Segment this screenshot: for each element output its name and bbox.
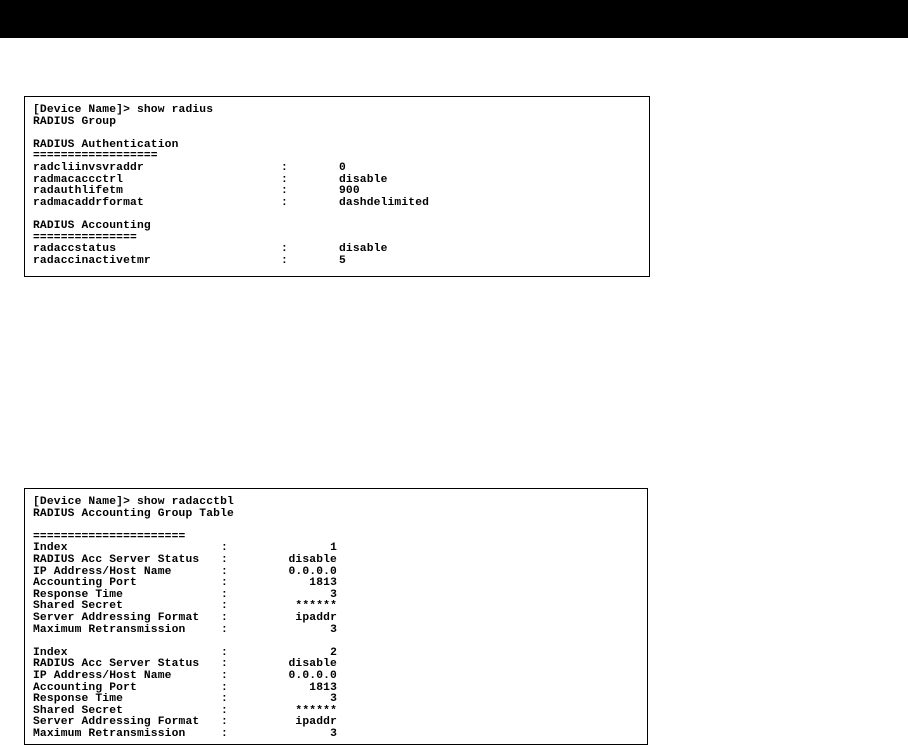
row-separator: : bbox=[221, 542, 228, 555]
row-separator: : bbox=[221, 577, 228, 590]
auth-section-title: RADIUS Authentication bbox=[33, 138, 179, 151]
row-separator: : bbox=[221, 658, 228, 671]
row-separator: : bbox=[281, 254, 288, 267]
row-key: radaccinactivetmr bbox=[33, 254, 151, 267]
row-value: disable bbox=[339, 243, 388, 256]
row-value: 2 bbox=[330, 646, 337, 659]
row-separator: : bbox=[221, 646, 228, 659]
table-row bbox=[33, 625, 647, 637]
row-key: Shared Secret bbox=[33, 600, 124, 613]
radius-terminal-output bbox=[24, 96, 650, 277]
row-value: 3 bbox=[330, 623, 337, 636]
row-value: ****** bbox=[295, 704, 337, 717]
row-separator: : bbox=[281, 161, 288, 174]
row-separator: : bbox=[221, 704, 228, 717]
row-value: 0.0.0.0 bbox=[288, 669, 337, 682]
row-key: Maximum Retransmission bbox=[33, 727, 186, 740]
row-separator: : bbox=[281, 185, 288, 198]
row-value: ipaddr bbox=[295, 611, 337, 624]
radacctbl-terminal-output bbox=[24, 488, 648, 745]
row-separator: : bbox=[221, 727, 228, 740]
row-key: Server Addressing Format bbox=[33, 611, 200, 624]
row-key: Response Time bbox=[33, 588, 124, 601]
auth-row bbox=[33, 198, 649, 210]
row-key: radmacaddrformat bbox=[33, 196, 144, 209]
row-separator: : bbox=[221, 716, 228, 729]
row-key: Index bbox=[33, 542, 68, 555]
row-value: disable bbox=[339, 173, 388, 186]
auth-section-underline: ================== bbox=[33, 150, 158, 163]
row-value: 3 bbox=[330, 588, 337, 601]
row-separator: : bbox=[281, 243, 288, 256]
row-value: ipaddr bbox=[295, 716, 337, 729]
table-row bbox=[33, 555, 647, 567]
table-row bbox=[33, 578, 647, 590]
row-key: Response Time bbox=[33, 693, 124, 706]
command-prompt: [Device Name]> show radius bbox=[33, 104, 214, 116]
row-value: 5 bbox=[339, 254, 346, 267]
row-key: radauthlifetm bbox=[33, 185, 124, 198]
row-separator: : bbox=[221, 693, 228, 706]
group-title: RADIUS Group bbox=[33, 115, 117, 128]
row-value: 1 bbox=[330, 542, 337, 555]
table-row bbox=[33, 683, 647, 695]
row-separator: : bbox=[281, 173, 288, 186]
row-key: radcliinvsvraddr bbox=[33, 161, 144, 174]
table-row bbox=[33, 729, 647, 741]
row-key: Shared Secret bbox=[33, 704, 124, 717]
row-value: 3 bbox=[330, 727, 337, 740]
row-value: 0 bbox=[339, 161, 346, 174]
acct-section-underline: =============== bbox=[33, 231, 137, 244]
command-prompt: [Device Name]> show radacctbl bbox=[33, 496, 234, 508]
table-row bbox=[33, 613, 647, 625]
table-title: RADIUS Accounting Group Table bbox=[33, 507, 234, 520]
row-separator: : bbox=[221, 565, 228, 578]
row-separator: : bbox=[221, 588, 228, 601]
row-separator: : bbox=[221, 600, 228, 613]
header-bar bbox=[0, 0, 908, 38]
row-value: 900 bbox=[339, 185, 360, 198]
row-value: disable bbox=[288, 658, 337, 671]
row-value: 0.0.0.0 bbox=[288, 565, 337, 578]
row-separator: : bbox=[221, 681, 228, 694]
table-row bbox=[33, 590, 647, 602]
row-separator: : bbox=[221, 669, 228, 682]
row-value: dashdelimited bbox=[339, 196, 430, 209]
row-key: Index bbox=[33, 646, 68, 659]
row-value: 1813 bbox=[309, 577, 337, 590]
row-separator: : bbox=[281, 196, 288, 209]
row-value: 1813 bbox=[309, 681, 337, 694]
row-key: RADIUS Acc Server Status bbox=[33, 553, 200, 566]
row-key: IP Address/Host Name bbox=[33, 565, 172, 578]
row-key: Accounting Port bbox=[33, 681, 137, 694]
table-row bbox=[33, 694, 647, 706]
acct-row bbox=[33, 256, 649, 268]
row-key: IP Address/Host Name bbox=[33, 669, 172, 682]
row-separator: : bbox=[221, 611, 228, 624]
table-row bbox=[33, 671, 647, 683]
row-key: radaccstatus bbox=[33, 243, 117, 256]
blank-line bbox=[33, 636, 647, 648]
row-key: radmacaccctrl bbox=[33, 173, 124, 186]
row-key: Accounting Port bbox=[33, 577, 137, 590]
row-separator: : bbox=[221, 623, 228, 636]
row-key: Maximum Retransmission bbox=[33, 623, 186, 636]
row-value: 3 bbox=[330, 693, 337, 706]
row-value: ****** bbox=[295, 600, 337, 613]
row-value: disable bbox=[288, 553, 337, 566]
acct-section-title: RADIUS Accounting bbox=[33, 219, 151, 232]
table-underline: ====================== bbox=[33, 530, 186, 543]
row-key: RADIUS Acc Server Status bbox=[33, 658, 200, 671]
row-separator: : bbox=[221, 553, 228, 566]
row-key: Server Addressing Format bbox=[33, 716, 200, 729]
